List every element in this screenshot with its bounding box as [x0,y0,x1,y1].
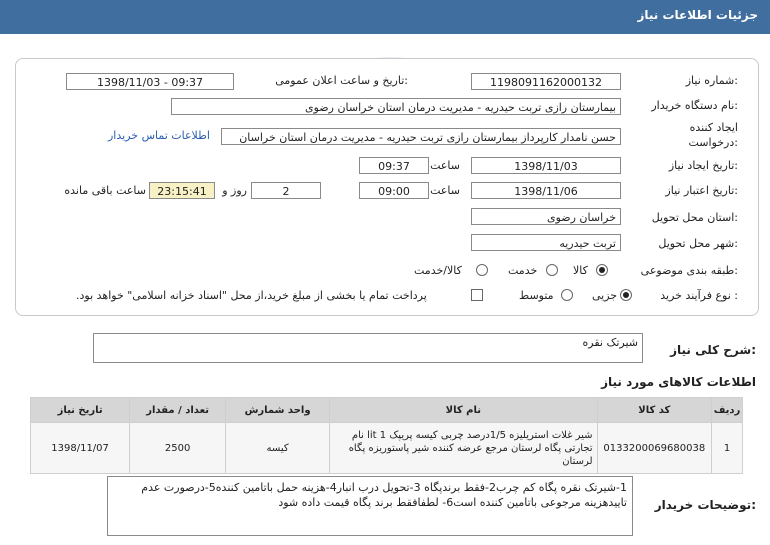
process-minor-radio[interactable] [620,289,632,301]
days-label: روز و [222,184,247,197]
announce-field[interactable]: 1398/11/03 - 09:37 [66,73,234,90]
buyer-field[interactable]: بیمارستان رازی تربت حیدریه - مدیریت درمان استان خراسان رضوی [171,98,621,115]
category-goods-label: کالا [573,264,588,277]
province-field[interactable]: خراسان رضوی [471,208,621,225]
announce-label: تاریخ و ساعت اعلان عمومی: [275,74,408,87]
category-goods-service-radio[interactable] [476,264,488,276]
row-unit: کیسه [226,423,330,474]
category-service-label: خدمت [508,264,538,277]
row-date: 1398/11/07 [31,423,130,474]
col-code: کد کالا [597,398,712,423]
category-service-radio[interactable] [546,264,558,276]
buyer-notes-field[interactable]: 1-شیرتک نقره پگاه کم چرب2-فقط برندپگاه 3-تحویل درب انبار4-هزینه حمل باتامین کننده5-درصورت عدم تاییدهزینه مرجوعی باتامین کننده است6- لطفافقط برند پگاه قیمت داده شود [107,476,633,536]
summary-field[interactable]: شیرتک نقره [93,333,643,363]
city-field[interactable]: تربت حیدریه [471,234,621,251]
days-field[interactable]: 2 [251,182,321,199]
process-medium-radio[interactable] [561,289,573,301]
create-date-field[interactable]: 1398/11/03 [471,157,621,174]
validity-time-field[interactable]: 09:00 [359,182,429,199]
need-info-panel [15,58,759,316]
create-time-field[interactable]: 09:37 [359,157,429,174]
province-label: استان محل تحویل: [651,211,738,224]
creator-field[interactable]: حسن نامدار کارپرداز بیمارستان رازی تربت حیدریه - مدیریت درمان استان خراسان [221,128,621,145]
col-qty: تعداد / مقدار [130,398,226,423]
treasury-checkbox[interactable] [471,289,483,301]
window-title: جزئیات اطلاعات نیاز [637,8,758,22]
remaining-time-field: 23:15:41 [149,182,215,199]
creator-label-line2: درخواست: [688,136,738,149]
payment-note: پرداخت تمام یا بخشی از مبلغ خرید،از محل "اسناد خزانه اسلامی" خواهد بود. [76,289,427,302]
remaining-label: ساعت باقی مانده [64,184,146,197]
contact-buyer-link[interactable]: اطلاعات تماس خریدار [108,129,210,142]
creator-label-line1: ایجاد کننده [689,121,738,134]
category-goods-radio[interactable] [596,264,608,276]
buyer-notes-label: توضیحات خریدار: [654,498,756,512]
need-number-label: شماره نیاز: [685,74,738,87]
validity-date-field[interactable]: 1398/11/06 [471,182,621,199]
process-medium-label: متوسط [519,289,554,302]
row-name: شیر غلات استریلیزه 1/5درصد چربی کیسه پریپک 1 lit نام تجارتی پگاه لرستان مرجع عرضه کننده شیر پاستوریزه پگاه لرستان [330,423,597,474]
category-label: طبقه بندی موضوعی: [640,264,738,277]
category-goods-service-label: کالا/خدمت [414,264,462,277]
goods-table [30,397,743,474]
create-date-label: تاریخ ایجاد نیاز: [668,159,738,172]
process-minor-label: جزیی [592,289,618,302]
col-unit: واحد شمارش [226,398,330,423]
col-name: نام کالا [330,398,597,423]
summary-label: شرح کلی نیاز: [670,343,756,357]
row-index: 1 [712,423,743,474]
window-titlebar [0,0,770,34]
buyer-label: نام دستگاه خریدار: [651,99,738,112]
validity-date-label: تاریخ اعتبار نیاز: [665,184,738,197]
city-label: شهر محل تحویل: [658,237,738,250]
col-index: ردیف [712,398,743,423]
need-number-field[interactable]: 1198091162000132 [471,73,621,90]
row-code: 0133200069680038 [597,423,712,474]
process-label: نوع فرآیند خرید : [660,289,738,302]
validity-time-label: ساعت [430,184,460,197]
table-row[interactable] [31,423,743,474]
goods-table-header [31,398,743,423]
col-date: تاریخ نیاز [31,398,130,423]
row-qty: 2500 [130,423,226,474]
goods-section-title: اطلاعات کالاهای مورد نیاز [601,375,756,389]
create-time-label: ساعت [430,159,460,172]
